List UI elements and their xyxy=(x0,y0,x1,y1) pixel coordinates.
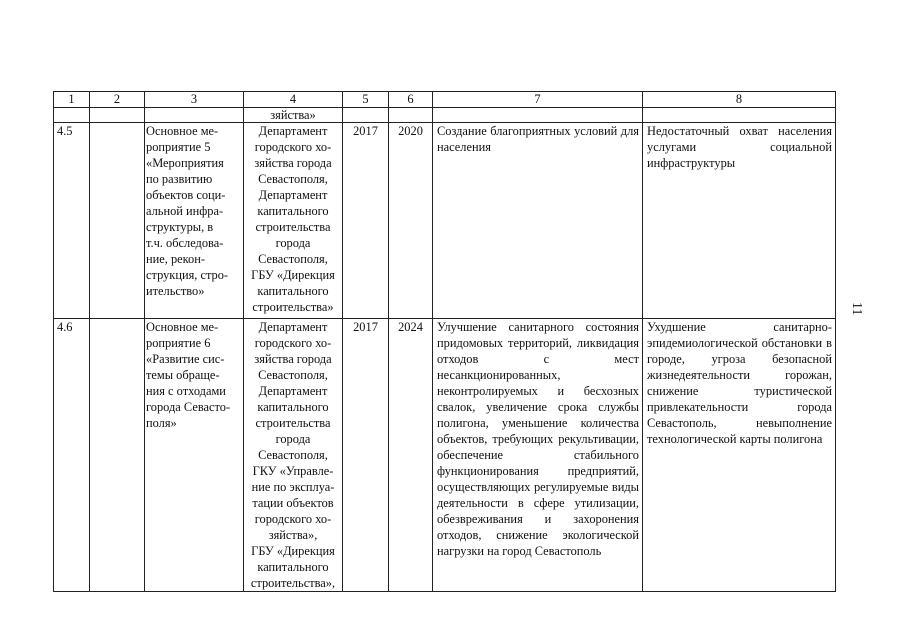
measures-table xyxy=(53,91,836,592)
executor-line: города xyxy=(275,236,311,250)
measure-line: роприятие 5 xyxy=(146,140,211,154)
end-year-cell: 2024 xyxy=(389,319,433,592)
executor-line: капитального xyxy=(257,560,329,574)
executor-cell xyxy=(244,123,343,319)
header-cell: 1 xyxy=(54,92,90,108)
executor-line: капитального xyxy=(257,400,329,414)
row-number: 4.6 xyxy=(54,319,90,592)
consequence-cell: Недостаточный охват населения услугами социальной инфраструктуры xyxy=(643,123,836,319)
executor-line: городского хо- xyxy=(254,512,332,526)
header-cell: 5 xyxy=(343,92,389,108)
measure-line: ительство» xyxy=(146,284,205,298)
measure-line: ния с отходами xyxy=(146,384,226,398)
measure-line: роприятие 6 xyxy=(146,336,211,350)
start-year-cell: 2017 xyxy=(343,319,389,592)
executor-line: ние по эксплуа- xyxy=(251,480,335,494)
measure-line: темы обраще- xyxy=(146,368,220,382)
executor-line: Севастополя, xyxy=(258,368,328,382)
result-cell: Улучшение санитарного состояния придомовых территорий, ликвидация отходов с мест несанкционированных, неконтролируемых и бесхозных свалок, увеличение срока службы полигона, уменьшение количества объектов, требующих рекультивации, обеспечение стабильного функционирования предприятий, осуществляющих регулируемые виды деятельности в сфере утилизации, обезвреживания и захоронения отходов, снижение экологической нагрузки на город Севастополь xyxy=(433,319,643,592)
executor-line: Департамент xyxy=(258,384,328,398)
executor-line: зяйства города xyxy=(254,156,332,170)
header-cell: 4 xyxy=(244,92,343,108)
measure-line: «Мероприятия xyxy=(146,156,224,170)
continuation-row xyxy=(54,108,836,123)
executor-line: ГКУ «Управле- xyxy=(252,464,334,478)
header-row xyxy=(54,92,836,108)
empty-cell xyxy=(54,108,90,123)
measure-line: структуры, в xyxy=(146,220,214,234)
executor-line: строительства xyxy=(255,220,331,234)
page-number: 11 xyxy=(849,302,864,316)
empty-cell xyxy=(433,108,643,123)
executor-line: городского хо- xyxy=(254,336,332,350)
executor-line: Севастополя, xyxy=(258,172,328,186)
col2-cell xyxy=(90,319,145,592)
executor-line: Департамент xyxy=(258,188,328,202)
empty-cell xyxy=(343,108,389,123)
executor-line: тации объектов xyxy=(252,496,334,510)
measure-cell xyxy=(145,319,244,592)
executor-line: строительства» xyxy=(252,300,334,314)
measure-line: струкция, стро- xyxy=(146,268,229,282)
executor-line: города xyxy=(275,432,311,446)
measure-cell xyxy=(145,123,244,319)
executor-line: зяйства», xyxy=(268,528,318,542)
measure-line: по развитию xyxy=(146,172,213,186)
measure-line: Основное ме- xyxy=(146,124,219,138)
result-cell: Создание благоприятных условий для населения xyxy=(433,123,643,319)
executor-line: ГБУ «Дирекция xyxy=(251,268,335,282)
header-cell: 2 xyxy=(90,92,145,108)
executor-continued-cell: зяйства» xyxy=(244,108,343,123)
executor-line: Департамент xyxy=(258,320,328,334)
measure-line: альной инфра- xyxy=(146,204,224,218)
executor-line: зяйства города xyxy=(254,352,332,366)
executor-line: капитального xyxy=(257,284,329,298)
end-year-cell: 2020 xyxy=(389,123,433,319)
empty-cell xyxy=(389,108,433,123)
measure-line: т.ч. обследова- xyxy=(146,236,224,250)
consequence-cell: Ухудшение санитарно-эпидемиологической обстановки в городе, угроза безопасной жизнедеятельности горожан, снижение туристической привлекательности города Севастополь, невыполнение технологической карты полигона xyxy=(643,319,836,592)
empty-cell xyxy=(643,108,836,123)
header-cell: 3 xyxy=(145,92,244,108)
measure-line: ние, рекон- xyxy=(146,252,205,266)
measure-line: поля» xyxy=(146,416,177,430)
start-year-cell: 2017 xyxy=(343,123,389,319)
row-number: 4.5 xyxy=(54,123,90,319)
header-cell: 8 xyxy=(643,92,836,108)
empty-cell xyxy=(145,108,244,123)
executor-line: городского хо- xyxy=(254,140,332,154)
empty-cell xyxy=(90,108,145,123)
executor-line: Севастополя, xyxy=(258,252,328,266)
executor-line: Севастополя, xyxy=(258,448,328,462)
table-row xyxy=(54,319,836,592)
measure-line: города Севасто- xyxy=(146,400,231,414)
executor-line: строительства», xyxy=(250,576,336,590)
executor-line: строительства xyxy=(255,416,331,430)
col2-cell xyxy=(90,123,145,319)
executor-line: Департамент xyxy=(258,124,328,138)
header-cell: 7 xyxy=(433,92,643,108)
executor-line: ГБУ «Дирекция xyxy=(251,544,335,558)
measure-line: «Развитие сис- xyxy=(146,352,225,366)
measure-line: объектов соци- xyxy=(146,188,226,202)
measure-line: Основное ме- xyxy=(146,320,219,334)
executor-line: капитального xyxy=(257,204,329,218)
header-cell: 6 xyxy=(389,92,433,108)
table-row xyxy=(54,123,836,319)
executor-cell xyxy=(244,319,343,592)
